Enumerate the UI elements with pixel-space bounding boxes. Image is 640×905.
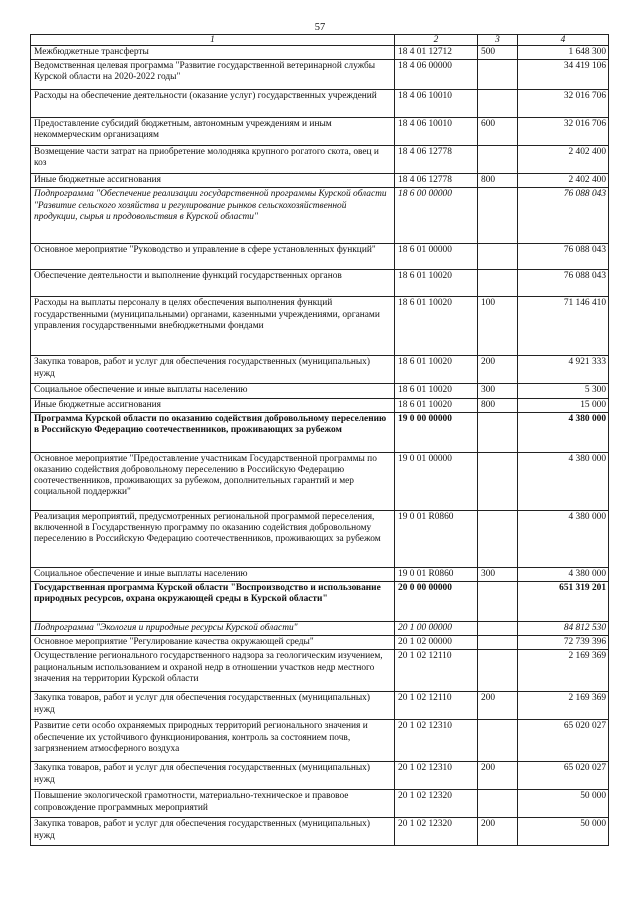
- row-sum: 65 020 027: [518, 762, 609, 790]
- row-sum: 50 000: [518, 790, 609, 818]
- row-code: 18 4 06 12778: [395, 174, 478, 188]
- row-type: [478, 720, 518, 762]
- header-col-3: 3: [478, 35, 518, 46]
- table-row: [31, 118, 609, 146]
- table-row: [31, 636, 609, 650]
- row-sum: 2 402 400: [518, 146, 609, 174]
- row-type: 200: [478, 356, 518, 384]
- row-type: [478, 146, 518, 174]
- table-row: [31, 270, 609, 297]
- row-code: 18 4 06 12778: [395, 146, 478, 174]
- row-type: [478, 510, 518, 567]
- table-row: [31, 692, 609, 720]
- table-body: [31, 46, 609, 846]
- row-type: [478, 622, 518, 636]
- table-row: [31, 790, 609, 818]
- row-type: 200: [478, 818, 518, 846]
- row-code: 20 1 02 12110: [395, 692, 478, 720]
- row-sum: 4 380 000: [518, 510, 609, 567]
- row-code: 19 0 00 00000: [395, 412, 478, 452]
- row-name: Подпрограмма "Обеспечение реализации государственной программы Курской области "Развитие сельского хозяйства и регулирование рынков сельскохозяйственной продукции, сырья и продовольствия в Курской области": [31, 188, 395, 244]
- row-sum: 76 088 043: [518, 244, 609, 270]
- table-row: [31, 174, 609, 188]
- row-name: Развитие сети особо охраняемых природных территорий регионального значения и обеспечение их устойчивого функционирования, контроль за состоянием почв, загрязнением атмосферного воздуха: [31, 720, 395, 762]
- row-type: [478, 270, 518, 297]
- row-name: Возмещение части затрат на приобретение молодняка крупного рогатого скота, овец и коз: [31, 146, 395, 174]
- row-code: 18 4 06 10010: [395, 90, 478, 118]
- row-type: [478, 790, 518, 818]
- row-sum: 5 300: [518, 384, 609, 398]
- row-sum: 34 419 106: [518, 60, 609, 90]
- row-type: 800: [478, 174, 518, 188]
- row-name: Повышение экологической грамотности, материально-техническое и правовое сопровождение программных мероприятий: [31, 790, 395, 818]
- table-row: [31, 188, 609, 244]
- row-type: 100: [478, 297, 518, 356]
- row-code: 18 6 01 10020: [395, 270, 478, 297]
- table-row: [31, 356, 609, 384]
- row-code: 18 6 01 10020: [395, 384, 478, 398]
- row-type: [478, 452, 518, 510]
- row-name: Основное мероприятие "Регулирование качества окружающей среды": [31, 636, 395, 650]
- row-type: 500: [478, 46, 518, 60]
- header-col-4: 4: [518, 35, 609, 46]
- table-row: [31, 818, 609, 846]
- row-sum: 71 146 410: [518, 297, 609, 356]
- row-type: 200: [478, 692, 518, 720]
- table-row: [31, 384, 609, 398]
- table-row: [31, 720, 609, 762]
- row-code: 19 0 01 R0860: [395, 510, 478, 567]
- row-sum: 4 380 000: [518, 452, 609, 510]
- table-row: [31, 510, 609, 567]
- row-sum: 4 380 000: [518, 567, 609, 581]
- row-code: 20 1 02 12310: [395, 720, 478, 762]
- row-code: 19 0 01 R0860: [395, 567, 478, 581]
- row-sum: 72 739 396: [518, 636, 609, 650]
- table-row: [31, 46, 609, 60]
- row-sum: 2 169 369: [518, 692, 609, 720]
- row-name: Закупка товаров, работ и услуг для обеспечения государственных (муниципальных) нужд: [31, 818, 395, 846]
- row-sum: 65 020 027: [518, 720, 609, 762]
- row-name: Осуществление регионального государственного надзора за геологическим изучением, рациональным использованием и охраной недр в отношении участков недр местного значения на территории Курской области: [31, 650, 395, 692]
- row-code: 18 4 06 00000: [395, 60, 478, 90]
- header-col-2: 2: [395, 35, 478, 46]
- row-name: Подпрограмма "Экология и природные ресурсы Курской области": [31, 622, 395, 636]
- row-sum: 4 380 000: [518, 412, 609, 452]
- row-sum: 84 812 530: [518, 622, 609, 636]
- row-name: Иные бюджетные ассигнования: [31, 398, 395, 412]
- row-sum: 15 000: [518, 398, 609, 412]
- row-type: [478, 90, 518, 118]
- row-sum: 32 016 706: [518, 90, 609, 118]
- row-name: Основное мероприятие "Предоставление участникам Государственной программы по оказанию содействия добровольному переселению в Российскую Федерацию соотечественников, проживающих за рубежом, дополнительных гарантий и мер социальной поддержки": [31, 452, 395, 510]
- row-type: 800: [478, 398, 518, 412]
- row-name: Предоставление субсидий бюджетным, автономным учреждениям и иным некоммерческим организациям: [31, 118, 395, 146]
- table-row: [31, 297, 609, 356]
- table-row: [31, 650, 609, 692]
- row-code: 20 1 02 12320: [395, 818, 478, 846]
- row-name: Ведомственная целевая программа "Развитие государственной ветеринарной службы Курской области на 2020-2022 годы": [31, 60, 395, 90]
- row-code: 19 0 01 00000: [395, 452, 478, 510]
- row-sum: 2 402 400: [518, 174, 609, 188]
- row-type: 300: [478, 384, 518, 398]
- row-type: [478, 60, 518, 90]
- table-row: [31, 622, 609, 636]
- row-type: [478, 650, 518, 692]
- table-row: [31, 762, 609, 790]
- table-row: [31, 146, 609, 174]
- row-name: Закупка товаров, работ и услуг для обеспечения государственных (муниципальных) нужд: [31, 692, 395, 720]
- row-name: Межбюджетные трансферты: [31, 46, 395, 60]
- row-name: Расходы на выплаты персоналу в целях обеспечения выполнения функций государственными (муниципальными) органами, казенными учреждениями, органами управления государственными внебюджетными фондами: [31, 297, 395, 356]
- table-row: [31, 582, 609, 622]
- row-sum: 50 000: [518, 818, 609, 846]
- header-row: [31, 35, 609, 46]
- row-name: Закупка товаров, работ и услуг для обеспечения государственных (муниципальных) нужд: [31, 356, 395, 384]
- row-name: Социальное обеспечение и иные выплаты населению: [31, 567, 395, 581]
- row-type: [478, 412, 518, 452]
- row-code: 18 6 01 00000: [395, 244, 478, 270]
- row-code: 18 4 01 12712: [395, 46, 478, 60]
- row-code: 20 1 02 12310: [395, 762, 478, 790]
- page-number: 57: [314, 22, 326, 33]
- table-row: [31, 567, 609, 581]
- row-name: Обеспечение деятельности и выполнение функций государственных органов: [31, 270, 395, 297]
- row-sum: 1 648 300: [518, 46, 609, 60]
- row-code: 20 1 02 12320: [395, 790, 478, 818]
- table-row: [31, 412, 609, 452]
- row-code: 20 1 00 00000: [395, 622, 478, 636]
- row-name: Социальное обеспечение и иные выплаты населению: [31, 384, 395, 398]
- row-code: 18 6 01 10020: [395, 398, 478, 412]
- budget-table: [30, 34, 609, 846]
- row-type: 600: [478, 118, 518, 146]
- row-code: 18 6 00 00000: [395, 188, 478, 244]
- table-row: [31, 398, 609, 412]
- row-name: Закупка товаров, работ и услуг для обеспечения государственных (муниципальных) нужд: [31, 762, 395, 790]
- row-name: Основное мероприятие "Руководство и управление в сфере установленных функций": [31, 244, 395, 270]
- row-name: Иные бюджетные ассигнования: [31, 174, 395, 188]
- row-code: 20 1 02 12110: [395, 650, 478, 692]
- row-sum: 651 319 201: [518, 582, 609, 622]
- row-code: 20 0 00 00000: [395, 582, 478, 622]
- row-code: 18 6 01 10020: [395, 356, 478, 384]
- table-row: [31, 452, 609, 510]
- row-code: 18 4 06 10010: [395, 118, 478, 146]
- table-row: [31, 90, 609, 118]
- header-col-1: 1: [31, 35, 395, 46]
- row-name: Расходы на обеспечение деятельности (оказание услуг) государственных учреждений: [31, 90, 395, 118]
- row-type: [478, 636, 518, 650]
- row-type: 300: [478, 567, 518, 581]
- row-sum: 4 921 333: [518, 356, 609, 384]
- row-type: [478, 244, 518, 270]
- table-row: [31, 244, 609, 270]
- row-type: [478, 188, 518, 244]
- row-sum: 76 088 043: [518, 188, 609, 244]
- row-type: [478, 582, 518, 622]
- row-sum: 76 088 043: [518, 270, 609, 297]
- row-name: Реализация мероприятий, предусмотренных региональной программой переселения, включенной в Государственную программу по оказанию содействия добровольному переселению в Российскую Федерацию соотечественников, проживающих за рубежом: [31, 510, 395, 567]
- row-type: 200: [478, 762, 518, 790]
- row-code: 20 1 02 00000: [395, 636, 478, 650]
- row-sum: 32 016 706: [518, 118, 609, 146]
- table-row: [31, 60, 609, 90]
- row-sum: 2 169 369: [518, 650, 609, 692]
- row-name: Программа Курской области по оказанию содействия добровольному переселению в Российскую Федерацию соотечественников, проживающих за рубежом: [31, 412, 395, 452]
- row-code: 18 6 01 10020: [395, 297, 478, 356]
- row-name: Государственная программа Курской области "Воспроизводство и использование природных ресурсов, охрана окружающей среды в Курской области": [31, 582, 395, 622]
